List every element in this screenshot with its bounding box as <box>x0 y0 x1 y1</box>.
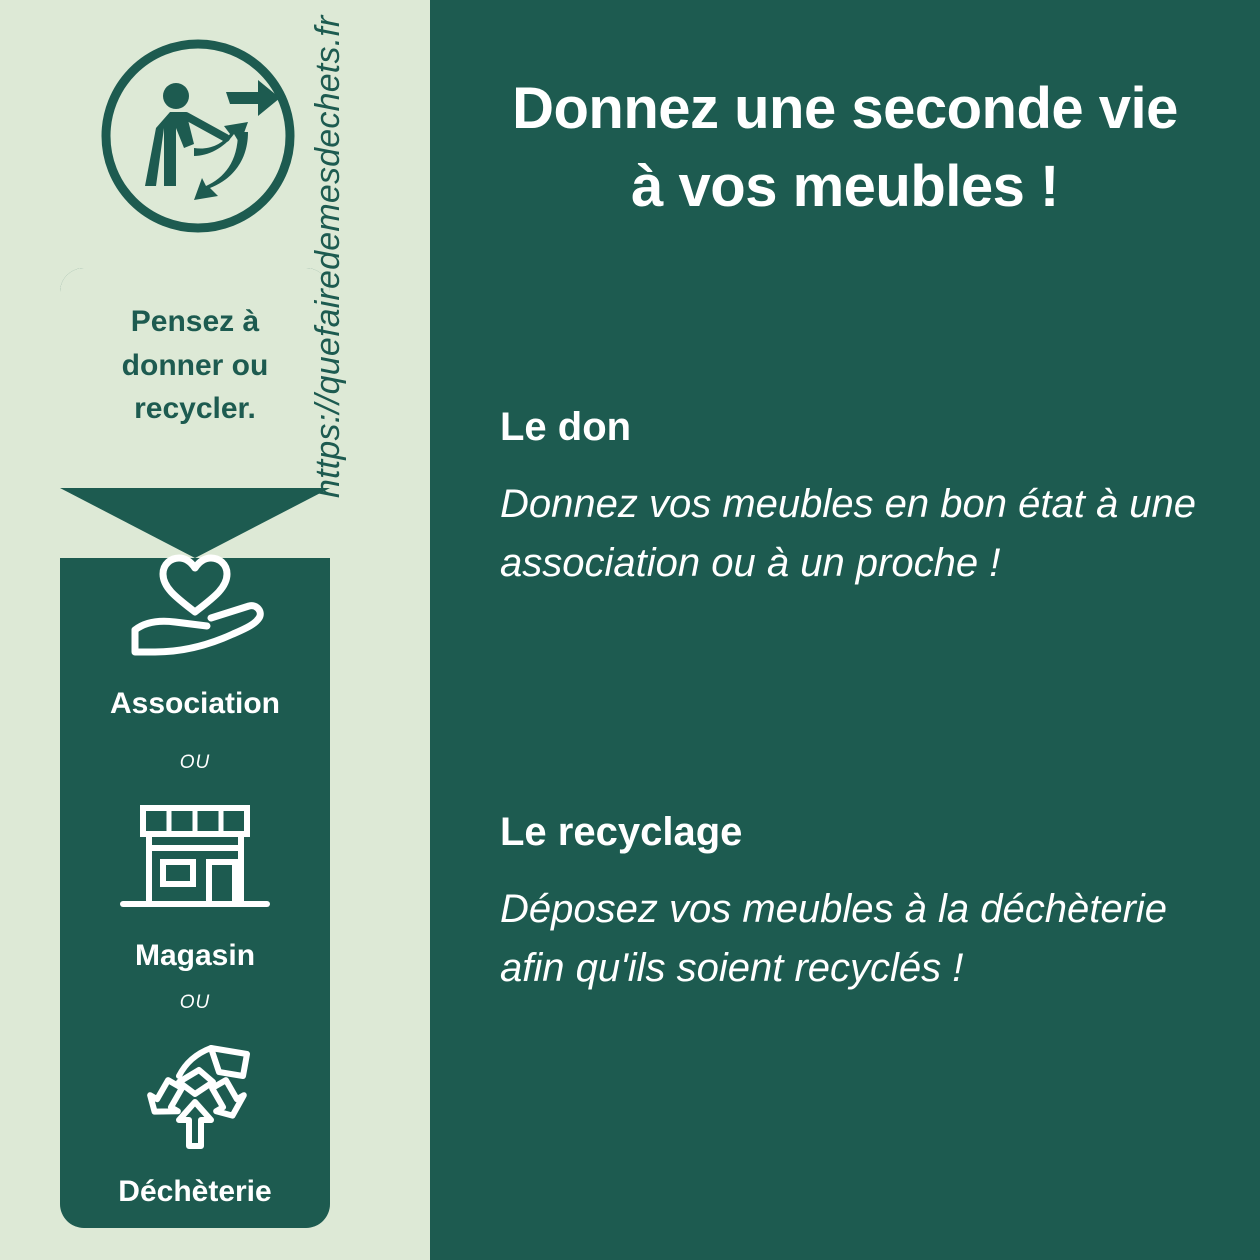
section-recyclage-title: Le recyclage <box>500 810 743 854</box>
recycling-person-logo <box>98 36 298 236</box>
shop-icon <box>60 800 330 925</box>
banner-line-2: donner ou <box>121 348 269 382</box>
section-don <box>500 405 1200 593</box>
recycling-center-icon <box>60 1036 330 1161</box>
page-title <box>440 70 1250 227</box>
section-don-title: Le don <box>500 405 632 449</box>
step-association <box>60 548 330 721</box>
section-don-body: Donnez vos meubles en bon état à une association ou à un proche ! <box>500 482 1197 586</box>
step-dechetterie <box>60 1036 330 1209</box>
step-magasin <box>60 800 330 973</box>
step-association-label: Association <box>109 687 281 720</box>
section-recyclage-body: Déposez vos meubles à la déchèterie afin qu'ils soient recyclés ! <box>500 887 1168 991</box>
website-url[interactable]: https://quefairedemesdechets.fr <box>309 15 347 498</box>
hand-heart-icon <box>60 548 330 673</box>
banner-text <box>60 300 330 431</box>
headline-line-2: à vos meubles ! <box>631 154 1059 220</box>
separator-ou-1: OU <box>179 752 211 773</box>
step-magasin-label: Magasin <box>134 939 256 972</box>
step-dechetterie-label: Déchèterie <box>118 1175 272 1208</box>
banner-line-1: Pensez à <box>130 305 260 338</box>
banner-line-3: recycler. <box>134 392 256 425</box>
section-recyclage <box>500 810 1200 998</box>
separator-ou-2: OU <box>179 992 211 1013</box>
headline-line-1: Donnez une seconde vie <box>512 76 1178 141</box>
